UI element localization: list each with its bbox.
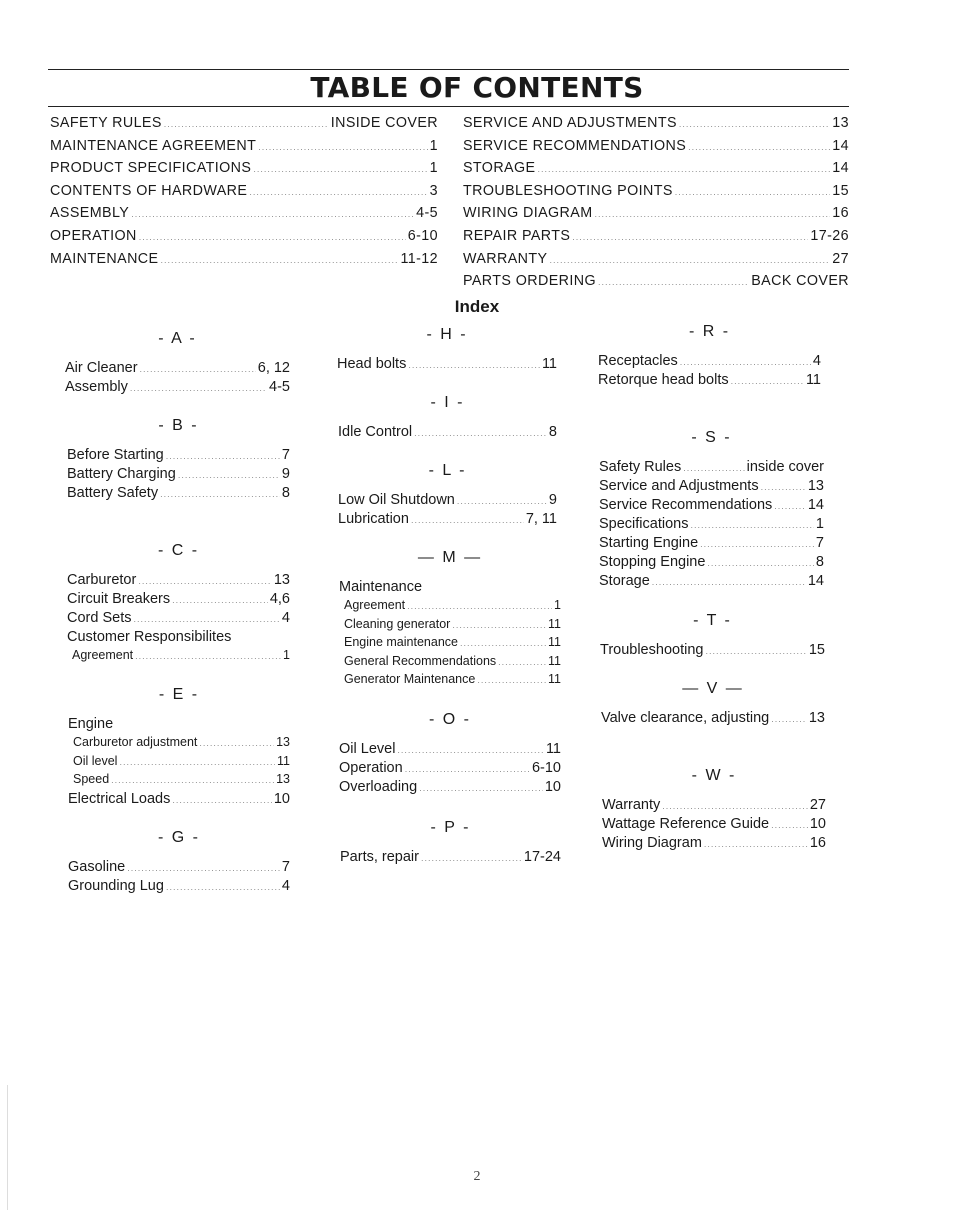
index-entry: Circuit Breakers ..... 4,6	[67, 591, 290, 610]
index-entry: Retorque head bolts ..... 11	[598, 372, 821, 391]
index-section-c	[67, 542, 290, 667]
index-section-p	[340, 819, 561, 868]
index-subentry: Generator Maintenance ..... 11	[339, 672, 561, 691]
section-heading: — M —	[417, 549, 483, 566]
index-entry: Maintenance	[339, 579, 423, 595]
index-section-o	[339, 711, 561, 798]
toc-left-column	[50, 115, 438, 273]
toc-row: CONTENTS OF HARDWARE ..... 3	[50, 183, 438, 206]
toc-row: WIRING DIAGRAM ..... 16	[463, 205, 849, 228]
index-entry: Head bolts ..... 11	[337, 356, 557, 375]
index-section-t	[600, 612, 825, 661]
section-heading: - H -	[426, 326, 468, 343]
toc-row: MAINTENANCE ..... 11-12	[50, 251, 438, 274]
index-section-g	[68, 829, 290, 897]
section-heading: - S -	[691, 429, 732, 446]
section-heading: - P -	[430, 819, 471, 836]
index-section-v	[601, 680, 825, 729]
page-number: 2	[473, 1169, 481, 1184]
toc-row: TROUBLESHOOTING POINTS ..... 15	[463, 183, 849, 206]
section-heading: - L -	[428, 462, 467, 479]
index-entry: Starting Engine ..... 7	[599, 535, 824, 554]
index-subentry: Agreement ..... 1	[339, 598, 561, 617]
page-title: TABLE OF CONTENTS	[310, 71, 644, 104]
index-entry: Specifications ..... 1	[599, 516, 824, 535]
index-section-l	[338, 462, 557, 530]
section-heading: - B -	[158, 417, 199, 434]
toc-right-column	[463, 115, 849, 296]
title-rule	[48, 106, 849, 107]
toc-row: PRODUCT SPECIFICATIONS ..... 1	[50, 160, 438, 183]
index-subentry: Oil level ..... 11	[68, 754, 290, 773]
toc-row: PARTS ORDERING ..... BACK COVER	[463, 273, 849, 296]
section-heading: - O -	[429, 711, 471, 728]
index-section-r	[598, 323, 821, 391]
index-entry: Air Cleaner ..... 6, 12	[65, 360, 290, 379]
section-heading: - C -	[157, 542, 200, 559]
index-section-i	[338, 394, 557, 443]
index-subentry: Agreement ..... 1	[67, 648, 290, 667]
index-entry: Customer Responsibilites	[67, 629, 232, 645]
index-subentry: General Recommendations ..... 11	[339, 654, 561, 673]
index-entry: Wattage Reference Guide ..... 10	[602, 816, 826, 835]
index-entry: Stopping Engine ..... 8	[599, 554, 824, 573]
toc-row: OPERATION ..... 6-10	[50, 228, 438, 251]
index-title: Index	[454, 297, 500, 316]
section-heading: - A -	[158, 330, 197, 347]
index-entry: Storage ..... 14	[599, 573, 824, 592]
section-heading: - T -	[693, 612, 732, 629]
index-entry: Before Starting ..... 7	[67, 447, 290, 466]
index-entry: Battery Charging ..... 9	[67, 466, 290, 485]
index-entry: Parts, repair ..... 17-24	[340, 849, 561, 868]
index-entry: Oil Level ..... 11	[339, 741, 561, 760]
index-entry: Idle Control ..... 8	[338, 424, 557, 443]
index-section-b	[67, 417, 290, 504]
section-heading: - E -	[158, 686, 200, 703]
index-entry: Electrical Loads ..... 10	[68, 791, 290, 810]
index-entry: Assembly ..... 4-5	[65, 379, 290, 398]
index-section-a	[65, 330, 290, 398]
index-entry: Receptacles ..... 4	[598, 353, 821, 372]
index-entry: Battery Safety ..... 8	[67, 485, 290, 504]
index-subentry: Engine maintenance ..... 11	[339, 635, 561, 654]
toc-row: WARRANTY ..... 27	[463, 251, 849, 274]
section-heading: - W -	[691, 767, 737, 784]
index-entry: Low Oil Shutdown ..... 9	[338, 492, 557, 511]
index-section-m	[339, 549, 561, 691]
section-heading: — V —	[682, 680, 744, 697]
index-entry: Overloading ..... 10	[339, 779, 561, 798]
index-section-w	[602, 767, 826, 854]
index-entry: Troubleshooting ..... 15	[600, 642, 825, 661]
index-subentry: Speed ..... 13	[68, 772, 290, 791]
section-heading: - R -	[688, 323, 731, 340]
section-heading: - I -	[430, 394, 465, 411]
index-entry: Engine	[68, 716, 114, 732]
toc-row: MAINTENANCE AGREEMENT ..... 1	[50, 138, 438, 161]
toc-row: SERVICE RECOMMENDATIONS ..... 14	[463, 138, 849, 161]
index-subentry: Cleaning generator ..... 11	[339, 617, 561, 636]
index-entry: Service and Adjustments ..... 13	[599, 478, 824, 497]
index-entry: Service Recommendations ..... 14	[599, 497, 824, 516]
index-entry: Warranty ..... 27	[602, 797, 826, 816]
toc-row: STORAGE ..... 14	[463, 160, 849, 183]
index-section-s	[599, 429, 824, 592]
index-entry: Cord Sets ..... 4	[67, 610, 290, 629]
index-subentry: Carburetor adjustment ..... 13	[68, 735, 290, 754]
toc-row: REPAIR PARTS ..... 17-26	[463, 228, 849, 251]
toc-row: ASSEMBLY ..... 4-5	[50, 205, 438, 228]
index-entry: Operation ..... 6-10	[339, 760, 561, 779]
toc-row: SAFETY RULES ..... INSIDE COVER	[50, 115, 438, 138]
section-heading: - G -	[158, 829, 200, 846]
index-entry: Safety Rules ..... inside cover	[599, 459, 824, 478]
index-entry: Wiring Diagram ..... 16	[602, 835, 826, 854]
index-entry: Lubrication ..... 7, 11	[338, 511, 557, 530]
toc-row: SERVICE AND ADJUSTMENTS ..... 13	[463, 115, 849, 138]
index-section-h	[337, 326, 557, 375]
scan-margin-line	[7, 1085, 8, 1210]
index-entry: Carburetor ..... 13	[67, 572, 290, 591]
index-entry: Valve clearance, adjusting ..... 13	[601, 710, 825, 729]
index-entry: Grounding Lug ..... 4	[68, 878, 290, 897]
index-entry: Gasoline ..... 7	[68, 859, 290, 878]
top-rule	[48, 69, 849, 70]
index-section-e	[68, 686, 290, 810]
